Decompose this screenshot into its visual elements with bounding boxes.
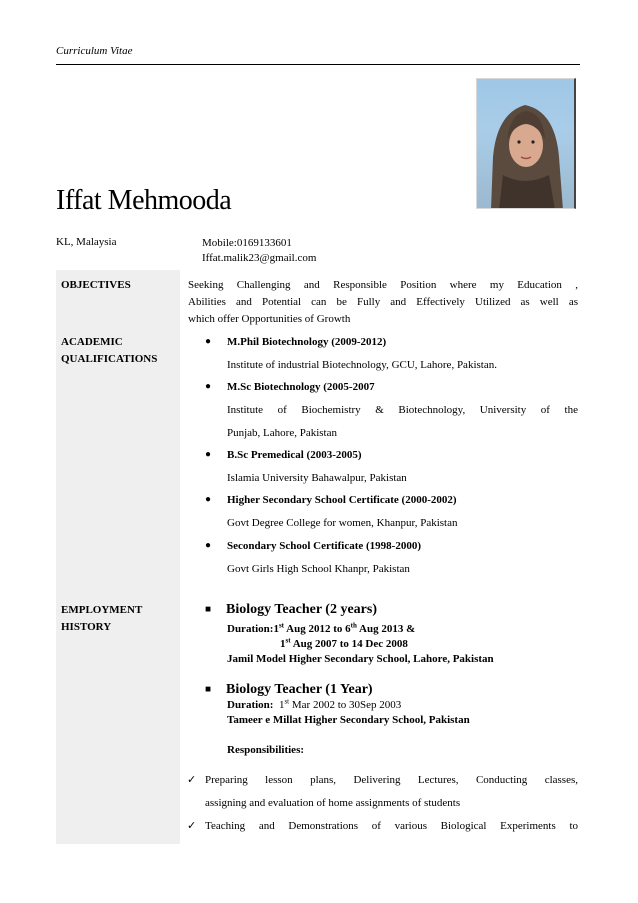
job-duration: Duration: 1st Mar 2002 to 30Sep 2003 (227, 697, 402, 711)
job-duration: 1st Aug 2007 to 14 Dec 2008 (280, 636, 408, 650)
responsibility-item: Preparing lesson plans, Delivering Lectures, Conducting classes, (205, 774, 578, 786)
objectives-line: Seeking Challenging and Responsible Position where my Education , (188, 279, 578, 291)
objectives-line: Abilities and Potential can be Fully and Effectively Utilized as well as (188, 296, 578, 308)
employment-heading: EMPLOYMENT HISTORY (61, 604, 143, 633)
degree-title: M.Phil Biotechnology (2009-2012) (227, 336, 387, 348)
bullet-icon: ● (205, 381, 212, 392)
degree-institute: Institute of Biochemistry & Biotechnology, University of the (227, 404, 578, 416)
bullet-icon: ● (205, 540, 212, 551)
job-title: Biology Teacher (1 Year) (226, 682, 373, 697)
header-rule (56, 64, 580, 65)
bullet-icon: ● (205, 449, 212, 460)
degree-title: M.Sc Biotechnology (2005-2007 (227, 381, 375, 393)
degree-institute: Govt Degree College for women, Khanpur, Pakistan (227, 517, 458, 529)
academic-heading: ACADEMIC QUALIFICATIONS (61, 336, 158, 365)
contact-info (202, 236, 316, 266)
mobile-number: Mobile:0169133601 (202, 237, 292, 249)
degree-institute: Punjab, Lahore, Pakistan (227, 427, 337, 439)
square-bullet-icon: ■ (205, 604, 212, 615)
responsibility-item: assigning and evaluation of home assignments of students (205, 797, 461, 809)
job-school: Tameer e Millat Higher Secondary School, Pakistan (227, 714, 470, 726)
cv-header-label: Curriculum Vitae (56, 45, 133, 57)
square-bullet-icon: ■ (205, 684, 212, 695)
degree-institute: Govt Girls High School Khanpr, Pakistan (227, 563, 410, 575)
job-duration: Duration:1st Aug 2012 to 6th Aug 2013 & (227, 621, 416, 635)
objectives-heading: OBJECTIVES (61, 279, 131, 291)
bullet-icon: ● (205, 494, 212, 505)
location: KL, Malaysia (56, 236, 117, 248)
responsibilities-label: Responsibilities: (227, 744, 305, 756)
job-title: Biology Teacher (2 years) (226, 602, 378, 617)
degree-title: B.Sc Premedical (2003-2005) (227, 449, 362, 461)
profile-photo (476, 78, 576, 209)
degree-title: Secondary School Certificate (1998-2000) (227, 540, 421, 552)
degree-institute: Islamia University Bahawalpur, Pakistan (227, 472, 407, 484)
check-icon: ✓ (187, 820, 197, 832)
check-icon: ✓ (187, 774, 197, 786)
objectives-line: which offer Opportunities of Growth (188, 313, 351, 325)
degree-institute: Institute of industrial Biotechnology, GCU, Lahore, Pakistan. (227, 359, 497, 371)
bullet-icon: ● (205, 336, 212, 347)
email-address[interactable]: Iffat.malik23@gmail.com (202, 252, 317, 264)
degree-title: Higher Secondary School Certificate (2000-2002) (227, 494, 457, 506)
job-school: Jamil Model Higher Secondary School, Lahore, Pakistan (227, 653, 494, 665)
responsibility-item: Teaching and Demonstrations of various Biological Experiments to (205, 820, 578, 832)
candidate-name: Iffat Mehmooda (56, 185, 232, 216)
